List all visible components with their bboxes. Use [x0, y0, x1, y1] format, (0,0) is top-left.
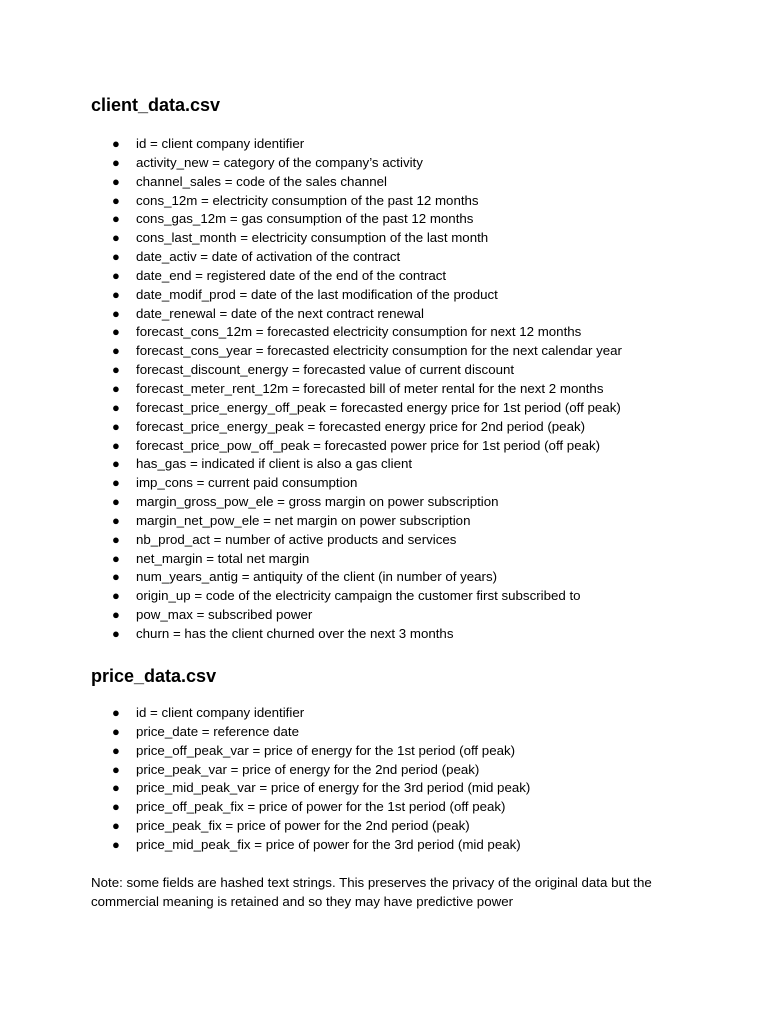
- field-description: cons_last_month = electricity consumption of the last month: [136, 230, 489, 246]
- field-description: date_end = registered date of the end of the contract: [136, 267, 447, 283]
- field-description: forecast_cons_year = forecasted electricity consumption for the next calendar year: [136, 343, 622, 359]
- field-description: num_years_antig = antiquity of the client (in number of years): [136, 569, 498, 585]
- note-paragraph: Note: some fields are hashed text strings. This preserves the privacy of the original data but the commercial meaning is retained and so they may have predictive power: [91, 875, 652, 909]
- list-item: [0, 761, 768, 780]
- bullet-icon: ●: [112, 569, 120, 585]
- list-item: [0, 625, 768, 644]
- list-item: [0, 606, 768, 625]
- price-data-field-list: [0, 704, 768, 855]
- field-description: forecast_price_energy_off_peak = forecasted energy price for 1st period (off peak): [136, 399, 621, 415]
- field-description: price_mid_peak_var = price of energy for the 3rd period (mid peak): [136, 780, 531, 796]
- field-description: id = client company identifier: [136, 136, 305, 151]
- list-item: [0, 323, 768, 342]
- field-description: price_peak_var = price of energy for the 2nd period (peak): [136, 761, 480, 777]
- list-item: [0, 437, 768, 456]
- bullet-icon: ●: [112, 588, 120, 604]
- bullet-icon: ●: [112, 625, 120, 641]
- bullet-icon: ●: [112, 343, 120, 359]
- bullet-icon: ●: [112, 249, 120, 265]
- list-item: [0, 455, 768, 474]
- list-item: [0, 568, 768, 587]
- field-description: price_peak_fix = price of power for the 2nd period (peak): [136, 818, 470, 834]
- bullet-icon: ●: [112, 380, 120, 396]
- bullet-icon: ●: [112, 475, 120, 491]
- bullet-icon: ●: [112, 742, 120, 758]
- field-description: forecast_cons_12m = forecasted electricity consumption for next 12 months: [136, 324, 582, 340]
- bullet-icon: ●: [112, 818, 120, 834]
- bullet-icon: ●: [112, 761, 120, 777]
- field-description: has_gas = indicated if client is also a gas client: [136, 456, 413, 472]
- bullet-icon: ●: [112, 723, 120, 739]
- list-item: [0, 474, 768, 493]
- list-item: [0, 704, 768, 723]
- list-item: [0, 135, 768, 154]
- field-description: churn = has the client churned over the next 3 months: [136, 625, 454, 641]
- bullet-icon: ●: [112, 192, 120, 208]
- list-item: [0, 286, 768, 305]
- bullet-icon: ●: [112, 154, 120, 170]
- list-item: [0, 229, 768, 248]
- list-item: [0, 587, 768, 606]
- bullet-icon: ●: [112, 836, 120, 852]
- bullet-icon: ●: [112, 267, 120, 283]
- field-description: cons_gas_12m = gas consumption of the past 12 months: [136, 211, 474, 227]
- bullet-icon: ●: [112, 305, 120, 321]
- list-item: [0, 267, 768, 286]
- field-description: nb_prod_act = number of active products and services: [136, 531, 457, 547]
- bullet-icon: ●: [112, 136, 120, 151]
- field-description: price_mid_peak_fix = price of power for the 3rd period (mid peak): [136, 836, 521, 852]
- list-item: [0, 531, 768, 550]
- list-item: [0, 418, 768, 437]
- field-description: date_activ = date of activation of the contract: [136, 249, 401, 265]
- field-description: net_margin = total net margin: [136, 550, 310, 566]
- field-description: forecast_price_energy_peak = forecasted energy price for 2nd period (peak): [136, 418, 586, 434]
- field-description: forecast_price_pow_off_peak = forecasted power price for 1st period (off peak): [136, 437, 601, 453]
- field-description: date_modif_prod = date of the last modification of the product: [136, 286, 498, 302]
- bullet-icon: ●: [112, 494, 120, 510]
- field-description: margin_net_pow_ele = net margin on power subscription: [136, 512, 471, 528]
- list-item: [0, 817, 768, 836]
- list-item: [0, 192, 768, 211]
- bullet-icon: ●: [112, 799, 120, 815]
- list-item: [0, 399, 768, 418]
- field-description: price_off_peak_var = price of energy for the 1st period (off peak): [136, 742, 516, 758]
- field-description: forecast_meter_rent_12m = forecasted bill of meter rental for the next 2 months: [136, 380, 604, 396]
- bullet-icon: ●: [112, 230, 120, 246]
- list-item: [0, 836, 768, 855]
- field-description: channel_sales = code of the sales channel: [136, 173, 387, 189]
- field-description: date_renewal = date of the next contract renewal: [136, 305, 424, 321]
- bullet-icon: ●: [112, 512, 120, 528]
- list-item: [0, 380, 768, 399]
- bullet-icon: ●: [112, 324, 120, 340]
- list-item: [0, 305, 768, 324]
- client-data-heading: client_data.csv: [91, 95, 221, 115]
- bullet-icon: ●: [112, 418, 120, 434]
- field-description: id = client company identifier: [136, 705, 305, 720]
- list-item: [0, 173, 768, 192]
- client-data-field-list: [0, 135, 768, 644]
- list-item: [0, 342, 768, 361]
- list-item: [0, 779, 768, 798]
- field-description: origin_up = code of the electricity campaign the customer first subscribed to: [136, 588, 581, 604]
- field-description: margin_gross_pow_ele = gross margin on power subscription: [136, 494, 499, 510]
- field-description: forecast_discount_energy = forecasted value of current discount: [136, 362, 515, 378]
- list-item: [0, 742, 768, 761]
- bullet-icon: ●: [112, 362, 120, 378]
- bullet-icon: ●: [112, 607, 120, 623]
- list-item: [0, 798, 768, 817]
- bullet-icon: ●: [112, 705, 120, 720]
- list-item: [0, 550, 768, 569]
- list-item: [0, 723, 768, 742]
- price-data-heading: price_data.csv: [91, 666, 217, 686]
- field-description: pow_max = subscribed power: [136, 607, 313, 623]
- bullet-icon: ●: [112, 780, 120, 796]
- field-description: activity_new = category of the company’s activity: [136, 154, 423, 170]
- bullet-icon: ●: [112, 531, 120, 547]
- bullet-icon: ●: [112, 437, 120, 453]
- list-item: [0, 361, 768, 380]
- bullet-icon: ●: [112, 286, 120, 302]
- field-description: price_date = reference date: [136, 723, 299, 739]
- field-description: cons_12m = electricity consumption of the past 12 months: [136, 192, 479, 208]
- field-description: imp_cons = current paid consumption: [136, 475, 358, 491]
- bullet-icon: ●: [112, 399, 120, 415]
- field-description: price_off_peak_fix = price of power for the 1st period (off peak): [136, 799, 506, 815]
- bullet-icon: ●: [112, 550, 120, 566]
- bullet-icon: ●: [112, 456, 120, 472]
- list-item: [0, 248, 768, 267]
- bullet-icon: ●: [112, 173, 120, 189]
- list-item: [0, 512, 768, 531]
- list-item: [0, 210, 768, 229]
- list-item: [0, 493, 768, 512]
- bullet-icon: ●: [112, 211, 120, 227]
- list-item: [0, 154, 768, 173]
